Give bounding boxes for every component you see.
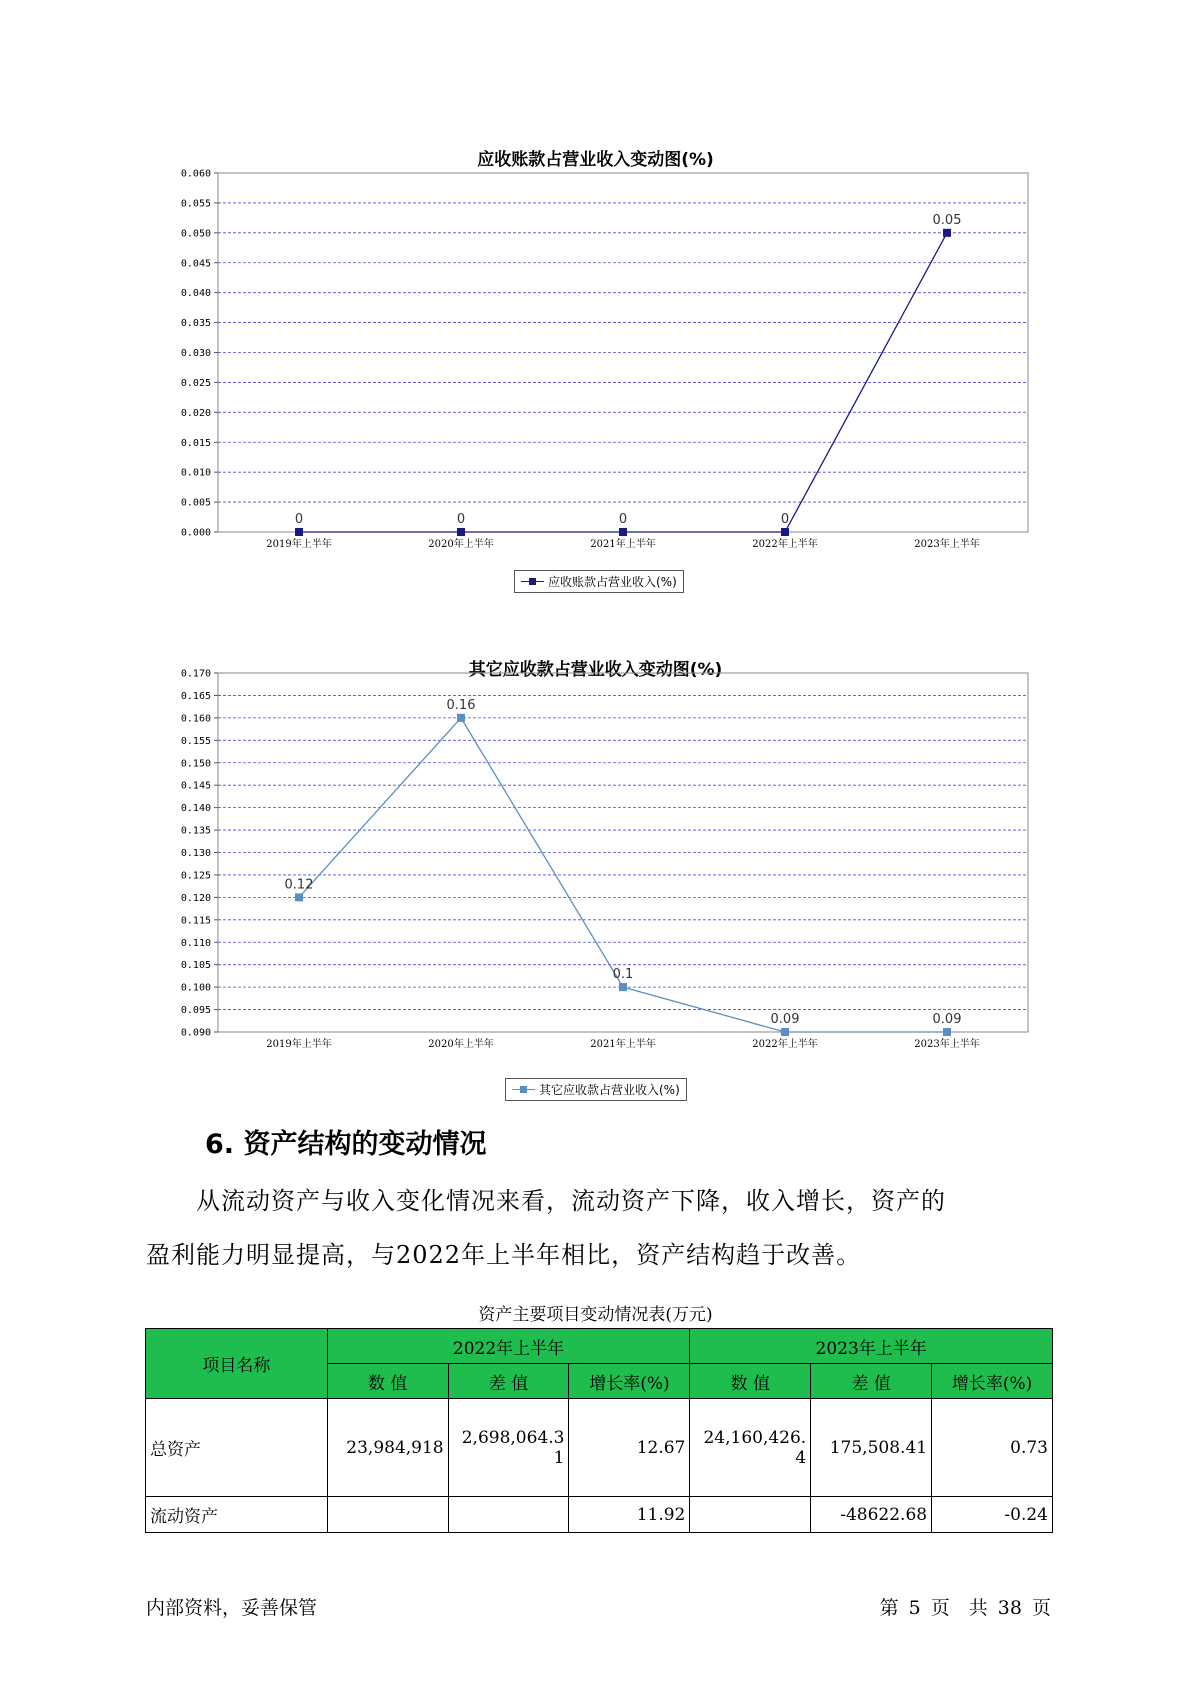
y-tick-label: 0.045 — [180, 258, 211, 270]
cell-rate: 12.67 — [569, 1399, 690, 1497]
y-tick-label: 0.050 — [180, 228, 211, 240]
y-tick-label: 0.150 — [180, 758, 211, 770]
y-tick-label: 0.165 — [180, 690, 211, 702]
x-tick-label: 2019年上半年 — [266, 1039, 332, 1050]
cell-rate: 0.73 — [932, 1399, 1053, 1497]
header-rate-2022: 增长率(%) — [569, 1364, 690, 1399]
chart2-title: 其它应收款占营业收入变动图(%) — [468, 660, 723, 680]
data-label: 0 — [294, 512, 304, 527]
cell-value — [690, 1497, 811, 1533]
x-tick-label: 2023年上半年 — [914, 1039, 980, 1050]
y-tick-label: 0.035 — [180, 318, 211, 330]
header-diff-2022: 差 值 — [448, 1364, 569, 1399]
cell-diff — [448, 1497, 569, 1533]
paragraph-line-1: 从流动资产与收入变化情况来看，流动资产下降，收入增长，资产的 — [196, 1187, 946, 1215]
data-label: 0.05 — [932, 212, 962, 228]
x-tick-label: 2022年上半年 — [752, 539, 818, 550]
y-tick-label: 0.040 — [180, 288, 211, 300]
header-period-2023: 2023年上半年 — [690, 1329, 1053, 1364]
y-tick-label: 0.100 — [180, 982, 211, 994]
y-tick-label: 0.140 — [180, 803, 211, 815]
chart1-title: 应收账款占营业收入变动图(%) — [477, 150, 714, 170]
data-point — [781, 1028, 789, 1036]
header-item-name: 项目名称 — [146, 1329, 328, 1399]
table-row — [146, 1399, 1053, 1497]
cell-diff: 2,698,064.31 — [448, 1399, 569, 1497]
y-tick-label: 0.030 — [180, 348, 211, 359]
y-tick-label: 0.120 — [180, 892, 211, 904]
x-tick-label: 2021年上半年 — [590, 1039, 656, 1050]
y-tick-label: 0.015 — [180, 437, 211, 449]
row-name: 流动资产 — [146, 1497, 328, 1533]
data-label: 0.09 — [770, 1012, 800, 1027]
y-tick-label: 0.025 — [180, 377, 211, 389]
y-tick-label: 0.170 — [180, 668, 211, 680]
header-period-2022: 2022年上半年 — [327, 1329, 690, 1364]
cell-rate: 11.92 — [569, 1497, 690, 1533]
chart2-legend-label: 其它应收款占营业收入(%) — [539, 1083, 680, 1097]
y-tick-label: 0.060 — [180, 168, 211, 180]
table-caption: 资产主要项目变动情况表(万元) — [478, 1305, 713, 1325]
y-tick-label: 0.110 — [180, 937, 211, 949]
data-point — [457, 714, 465, 722]
data-label: 0.16 — [446, 697, 476, 713]
x-tick-label: 2020年上半年 — [428, 539, 494, 550]
cell-value: 23,984,918 — [327, 1399, 448, 1497]
data-label: 0 — [456, 512, 466, 527]
section-heading: 6. 资产结构的变动情况 — [205, 1129, 487, 1160]
y-tick-label: 0.055 — [180, 198, 211, 210]
chart1-legend-label: 应收账款占营业收入(%) — [548, 575, 677, 589]
footer-confidential: 内部资料，妥善保管 — [146, 1597, 318, 1619]
assets-table — [145, 1328, 1053, 1533]
header-value-2023: 数 值 — [690, 1364, 811, 1399]
y-tick-label: 0.130 — [180, 848, 211, 859]
x-tick-label: 2020年上半年 — [428, 1039, 494, 1050]
cell-rate: -0.24 — [932, 1497, 1053, 1533]
cell-value — [327, 1497, 448, 1533]
data-label: 0.12 — [284, 877, 314, 893]
y-tick-label: 0.020 — [180, 407, 211, 419]
y-tick-label: 0.105 — [180, 960, 211, 972]
y-tick-label: 0.005 — [180, 497, 211, 509]
header-rate-2023: 增长率(%) — [932, 1364, 1053, 1399]
y-tick-label: 0.000 — [180, 527, 211, 539]
x-tick-label: 2021年上半年 — [590, 539, 656, 550]
y-tick-label: 0.125 — [180, 870, 211, 882]
x-tick-label: 2023年上半年 — [914, 539, 980, 550]
x-tick-label: 2022年上半年 — [752, 1039, 818, 1050]
header-value-2022: 数 值 — [327, 1364, 448, 1399]
data-point — [619, 983, 627, 991]
chart2-legend-marker-icon — [512, 1086, 535, 1093]
data-point — [295, 893, 303, 901]
y-tick-label: 0.155 — [180, 735, 211, 747]
table-header-row — [146, 1329, 1053, 1364]
y-tick-label: 0.160 — [180, 713, 211, 725]
data-label: 0.1 — [612, 967, 634, 983]
y-tick-label: 0.090 — [180, 1027, 211, 1039]
table-row — [146, 1497, 1053, 1533]
data-label: 0.09 — [932, 1012, 962, 1027]
x-tick-label: 2019年上半年 — [266, 539, 332, 550]
cell-value: 24,160,426.4 — [690, 1399, 811, 1497]
data-point — [943, 1028, 951, 1036]
cell-diff: -48622.68 — [811, 1497, 932, 1533]
y-tick-label: 0.010 — [180, 467, 211, 479]
y-tick-label: 0.115 — [180, 915, 211, 927]
row-name: 总资产 — [146, 1399, 328, 1497]
chart2-legend — [505, 1078, 687, 1101]
data-label: 0 — [618, 512, 628, 527]
y-tick-label: 0.135 — [180, 825, 211, 837]
paragraph — [146, 1174, 1046, 1282]
data-label: 0 — [780, 512, 790, 527]
footer-page-number: 第 5 页 共 38 页 — [879, 1597, 1051, 1619]
y-tick-label: 0.095 — [180, 1005, 211, 1017]
y-tick-label: 0.145 — [180, 780, 211, 792]
paragraph-line-2: 盈利能力明显提高，与2022年上半年相比，资产结构趋于改善。 — [146, 1241, 862, 1269]
cell-diff: 175,508.41 — [811, 1399, 932, 1497]
header-diff-2023: 差 值 — [811, 1364, 932, 1399]
